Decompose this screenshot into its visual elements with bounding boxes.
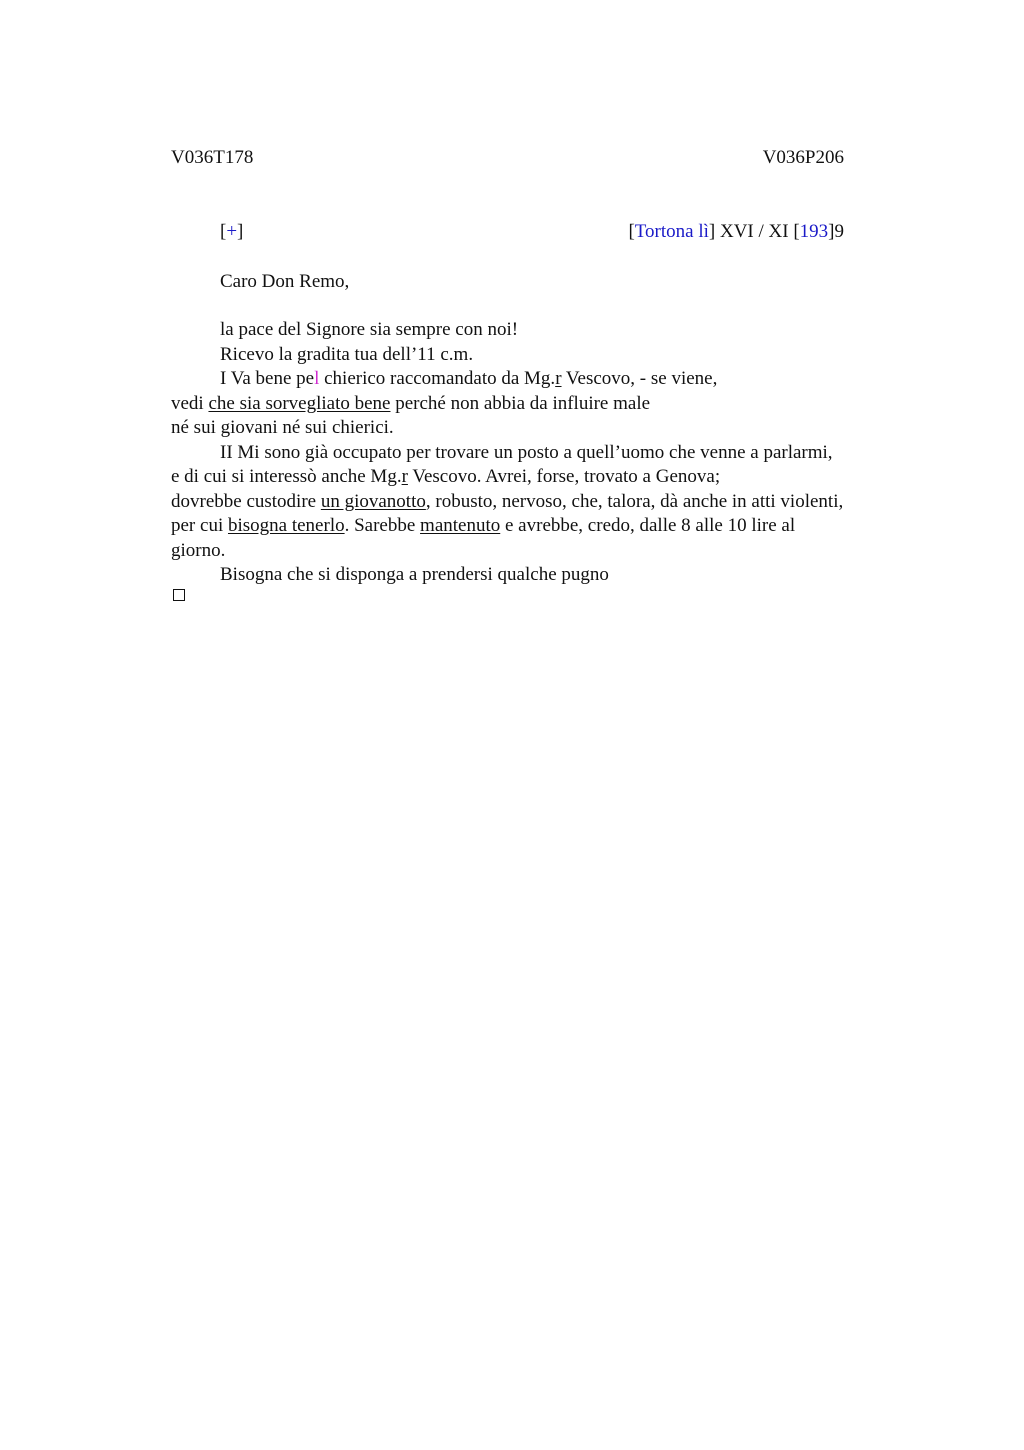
text-span: dovrebbe custodire [171,491,321,512]
bracket-close: ] [708,221,716,242]
empty-square-icon [173,589,185,601]
year-suffix: 9 [834,221,844,242]
editorial-letter: l [314,368,320,389]
document-id-right: V036P206 [762,147,844,168]
body-line-11: Bisogna che si disponga a prendersi qualche pugno [220,564,609,585]
text-span: perché non abbia da influire male [390,393,651,414]
underlined-text: un giovanotto [320,491,426,512]
text-span: per cui [171,515,228,536]
underlined-text: bisogna tenerlo [227,515,345,536]
text-span: , robusto, nervoso, che, talora, dà anche in atti violenti, [425,491,844,512]
body-line-6: II Mi sono già occupato per trovare un posto a quell’uomo che venne a parlarmi, [220,442,833,463]
body-line-1: la pace del Signore sia sempre con noi! [220,319,519,340]
date-text: XVI / XI [715,221,794,242]
text-span: Vescovo, - se viene, [561,368,718,389]
bracket-open: [ [793,221,800,242]
underlined-text: mantenuto [420,515,501,536]
body-line-8 [171,490,843,514]
text-span: . Sarebbe [344,515,421,536]
body-line-10: giorno. [171,540,226,561]
body-line-2: Ricevo la gradita tua dell’11 c.m. [220,344,474,365]
bracket-open: [ [220,221,227,242]
text-span: I Va bene pe [220,368,315,389]
bracket-close: ] [828,221,835,242]
place-name: Tortona lì [634,221,709,242]
underlined-abbrev: r [555,368,562,389]
text-span: e avrebbe, credo, dalle 8 alle 10 lire al [500,515,796,536]
document-id-left: V036T178 [171,147,254,168]
text-span: vedi [171,393,209,414]
salutation: Caro Don Remo, [220,271,350,292]
underlined-text: che sia sorvegliato bene [208,393,391,414]
body-line-7 [171,465,720,489]
body-line-9 [171,514,795,538]
year-prefix: 193 [799,221,829,242]
dateline [628,221,844,243]
body-line-4 [171,392,650,416]
bracket-open: [ [628,221,635,242]
text-span: chierico raccomandato da Mg. [319,368,556,389]
body-line-5: né sui giovani né sui chierici. [171,417,394,438]
text-span: Vescovo. Avrei, forse, trovato a Genova; [407,466,721,487]
underlined-abbrev: r [401,466,408,487]
bracket-close: ] [237,221,244,242]
cross-mark [220,221,243,243]
body-line-3 [220,367,717,391]
cross-symbol: + [226,221,238,242]
text-span: e di cui si interessò anche Mg. [171,466,402,487]
